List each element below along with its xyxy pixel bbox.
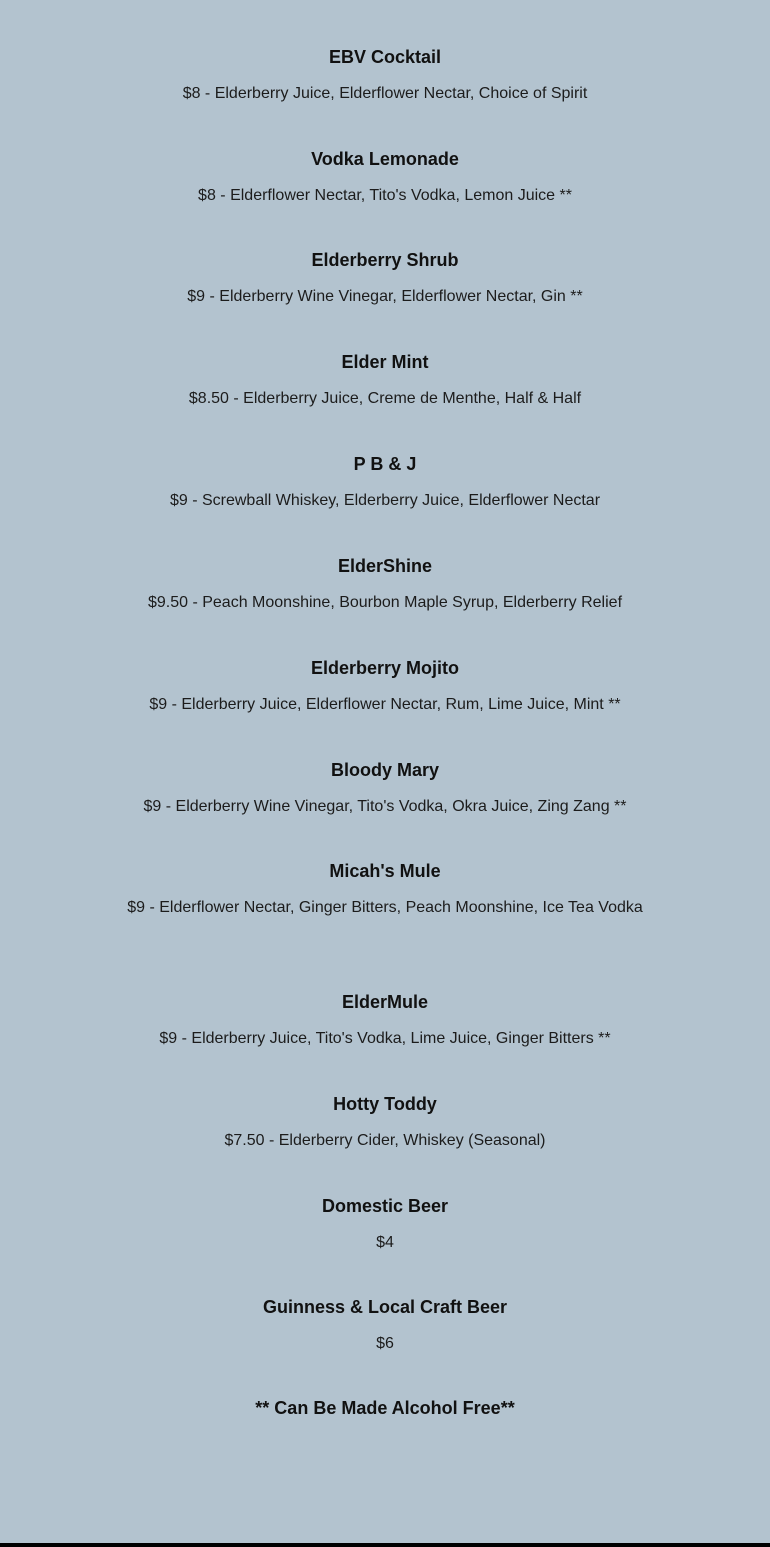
item-name: Vodka Lemonade <box>311 149 459 169</box>
item-name: ElderShine <box>337 556 433 576</box>
item-name: P B & J <box>353 454 417 474</box>
item-description: $9 - Elderflower Nectar, Ginger Bitters, Peach Moonshine, Ice Tea Vodka <box>127 899 643 916</box>
item-name: Domestic Beer <box>321 1196 449 1216</box>
menu-item-hotty-toddy <box>0 1092 770 1155</box>
item-description: $9 - Elderberry Wine Vinegar, Elderflower Nectar, Gin ** <box>187 288 583 305</box>
menu-item-eldershine <box>0 554 770 617</box>
item-description: $4 <box>376 1234 394 1251</box>
item-name: Micah's Mule <box>329 861 441 881</box>
cropped-text-fragment <box>380 0 390 2</box>
item-description: $7.50 - Elderberry Cider, Whiskey (Seasonal) <box>224 1132 546 1149</box>
item-description: $9 - Screwball Whiskey, Elderberry Juice, Elderflower Nectar <box>169 492 601 509</box>
menu-item-guinness-craft-beer <box>0 1295 770 1358</box>
menu-item-elderberry-shrub <box>0 248 770 311</box>
menu-item-elderberry-mojito <box>0 656 770 719</box>
menu-item-vodka-lemonade <box>0 147 770 210</box>
bottom-divider <box>0 1543 770 1547</box>
item-name: Elder Mint <box>341 352 429 372</box>
menu-item-bloody-mary <box>0 758 770 821</box>
item-description: $9 - Elderberry Wine Vinegar, Tito's Vodka, Okra Juice, Zing Zang ** <box>143 798 627 815</box>
item-description: $8 - Elderflower Nectar, Tito's Vodka, Lemon Juice ** <box>198 187 572 204</box>
item-name: Elderberry Mojito <box>310 658 460 678</box>
alcohol-free-footnote: ** Can Be Made Alcohol Free** <box>255 1398 515 1418</box>
item-description: $6 <box>376 1335 394 1352</box>
item-name: ElderMule <box>341 992 429 1012</box>
menu-item-elder-mint <box>0 350 770 413</box>
menu-item-pbj <box>0 452 770 515</box>
item-description: $9 - Elderberry Juice, Tito's Vodka, Lime Juice, Ginger Bitters ** <box>159 1030 611 1047</box>
menu-item-ebv-cocktail <box>0 45 770 108</box>
item-description: $8.50 - Elderberry Juice, Creme de Menthe, Half & Half <box>188 390 582 407</box>
item-name: EBV Cocktail <box>328 47 442 67</box>
menu-item-eldermule <box>0 990 770 1053</box>
item-description: $9 - Elderberry Juice, Elderflower Nectar, Rum, Lime Juice, Mint ** <box>149 696 621 713</box>
menu-item-domestic-beer <box>0 1194 770 1257</box>
item-name: Bloody Mary <box>330 760 440 780</box>
item-name: Elderberry Shrub <box>311 250 459 270</box>
menu-item-micahs-mule <box>0 859 770 922</box>
item-description: $8 - Elderberry Juice, Elderflower Nectar, Choice of Spirit <box>182 85 588 102</box>
item-name: Hotty Toddy <box>333 1094 437 1114</box>
item-name: Guinness & Local Craft Beer <box>262 1297 508 1317</box>
item-description: $9.50 - Peach Moonshine, Bourbon Maple Syrup, Elderberry Relief <box>147 594 623 611</box>
